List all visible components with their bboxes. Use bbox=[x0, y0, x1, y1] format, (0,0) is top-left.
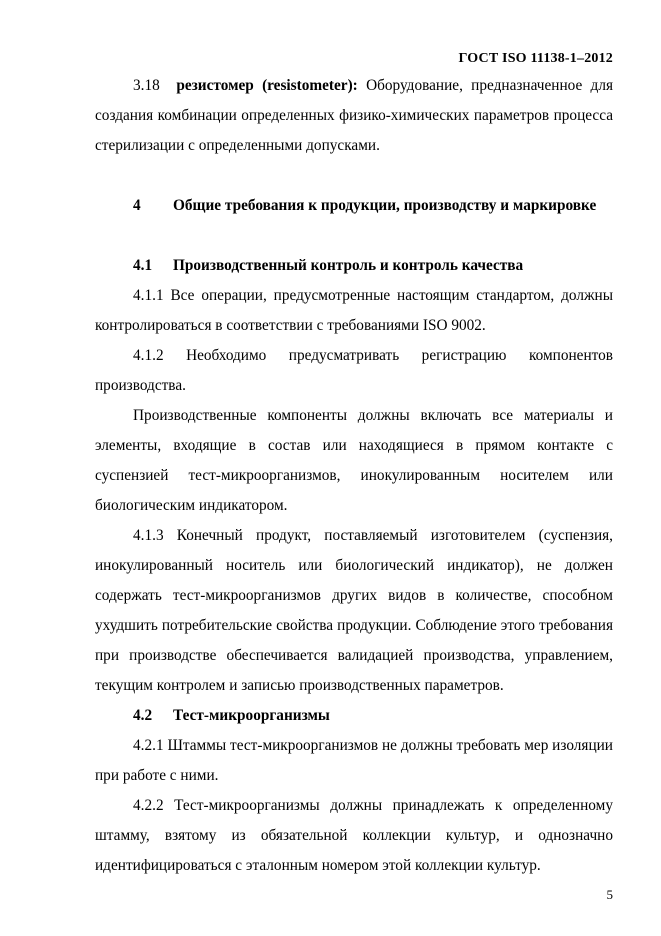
section-title: Тест-микроорганизмы bbox=[173, 707, 330, 724]
clause-4-1-3: 4.1.3 Конечный продукт, поставляемый изготовителем (суспензия, инокулированный носитель или биологический индикатор), не должен содержать тест-микроорганизмов других видов в количестве, способном ухудшить потребительские свойства продукции. Соблюдение этого требования при производстве обеспечивается валидацией производства, управлением, текущим контролем и записью производственных параметров. bbox=[95, 527, 613, 694]
clause-4-2-2: 4.2.2 Тест-микроорганизмы должны принадлежать к определенному штамму, взятому из обязательной коллекции культур, и однозначно идентифицироваться с эталонным номером этой коллекции культур. bbox=[95, 797, 613, 874]
section-heading-4 bbox=[95, 191, 613, 221]
section-number: 4.2 bbox=[133, 707, 153, 724]
section-title: Общие требования к продукции, производству и маркировке bbox=[173, 197, 597, 214]
term-definition: резистомер (resistometer): bbox=[176, 77, 358, 94]
section-heading-4-2 bbox=[95, 701, 613, 731]
section-number: 4 bbox=[133, 197, 141, 214]
clause-3-18 bbox=[95, 71, 613, 161]
section-number: 4.1 bbox=[133, 257, 153, 274]
clause-4-1-2: 4.1.2 Необходимо предусматривать регистрацию компонентов производства. bbox=[95, 347, 613, 394]
section-title: Производственный контроль и контроль качества bbox=[173, 257, 524, 274]
section-heading-4-1 bbox=[95, 251, 613, 281]
clause-4-1-2-continuation: Производственные компоненты должны включать все материалы и элементы, входящие в состав или находящиеся в прямом контакте с суспензией тест-микроорганизмов, инокулированным носителем или биологическим индикатором. bbox=[95, 407, 613, 514]
document-header: ГОСТ ISO 11138-1–2012 bbox=[458, 51, 613, 66]
clause-4-1-1: 4.1.1 Все операции, предусмотренные настоящим стандартом, должны контролироваться в соответствии с требованиями ISO 9002. bbox=[95, 287, 613, 334]
clause-4-2-1: 4.2.1 Штаммы тест-микроорганизмов не должны требовать мер изоляции при работе с ними. bbox=[95, 737, 613, 784]
clause-number: 3.18 bbox=[133, 77, 160, 94]
clause-text: Оборудование, предназначенное для создания комбинации определенных физико-химических параметров процесса стерилизации с определенными допусками. bbox=[95, 77, 613, 154]
document-body bbox=[95, 71, 613, 881]
page-number: 5 bbox=[606, 887, 613, 902]
